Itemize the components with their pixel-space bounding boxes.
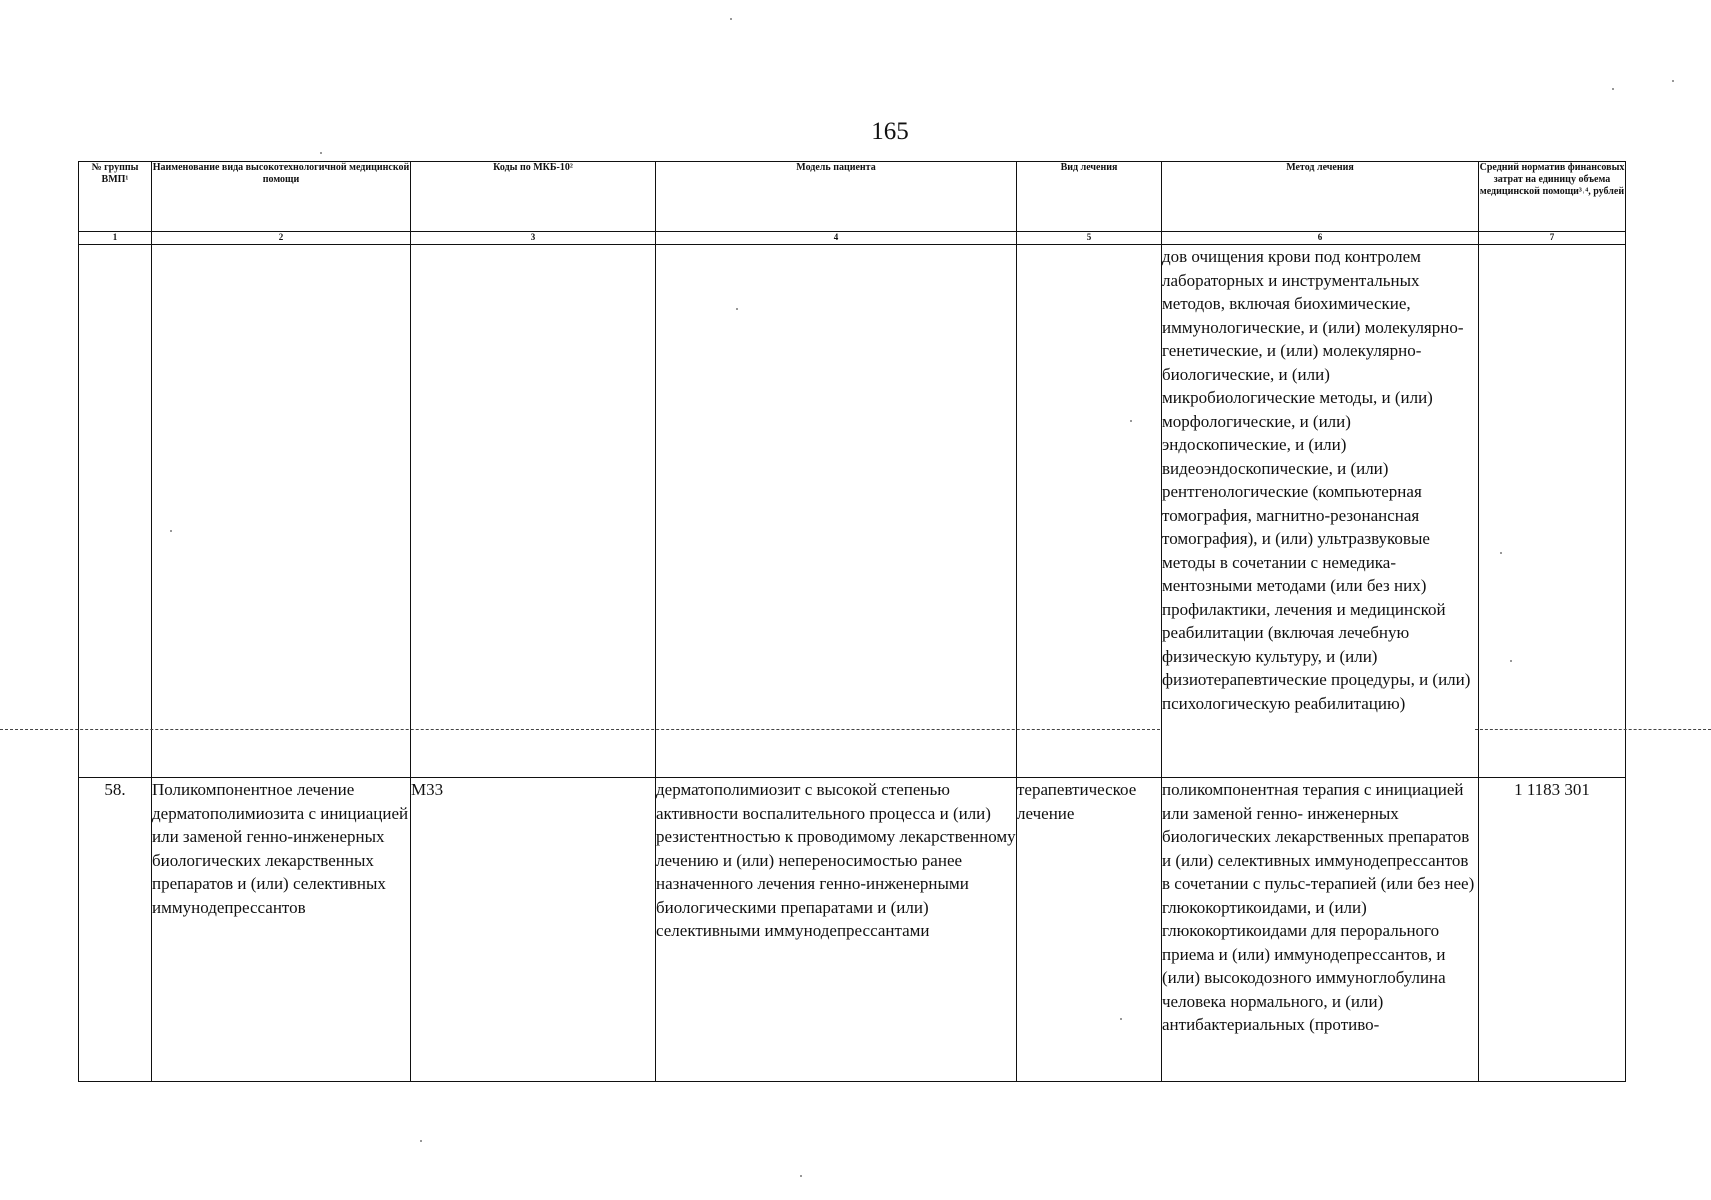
header-group: № группы ВМП¹ (79, 162, 152, 232)
patient-model (656, 245, 1017, 778)
care-type-name: Поликомпонентное лечение дерматополимиозита с инициацией или заменой генно-инженерных биологических лекарственных препаратов и (или) селективных иммунодепрессантов (152, 778, 411, 1082)
treatment-method: дов очищения крови под контролем лабораторных и инструментальных методов, включая биохимические, иммунологические, и (или) молекулярно-генетические, и (или) молекулярно-биологические, и (или) микробиологические методы, и (или) морфологические, и (или) эндоскопические, и (или) видеоэндоскопические, и (или) рентгенологические (компьютерная томография, магнитно-резонансная томография), и (или) ультразвуковые методы в сочетании с немедика-ментозными методами (или без них) профилактики, лечения и медицинской реабилитации (включая лечебную физическую культуру, и (или) физиотерапевтические процедуры, и (или) психологическую реабилитацию) (1162, 245, 1479, 778)
header-name: Наименование вида высокотехнологичной медицинской помощи (152, 162, 411, 232)
scan-speck (1612, 88, 1614, 90)
average-cost (1479, 245, 1626, 778)
group-number (79, 245, 152, 778)
column-number: 7 (1479, 232, 1626, 245)
header-cost: Средний норматив финансовых затрат на единицу объема медицинской помощи³˒⁴, рублей (1479, 162, 1626, 232)
care-type-name (152, 245, 411, 778)
icd-codes: M33 (411, 778, 656, 1082)
treatment-method: поликомпонентная терапия с инициацией или заменой генно- инженерных биологических лекарственных препаратов и (или) селективных иммунодепрессантов в сочетании с пульс-терапией (или без нее) глюкокортикоидами, и (или) глюкокортикоидами для перорального приема и (или) иммунодепрессантов, и (или) высокодозного иммуноглобулина человека нормального, и (или) антибактериальных (противо- (1162, 778, 1479, 1082)
scan-speck (420, 1140, 422, 1142)
scan-speck (1510, 660, 1512, 662)
scan-speck (1500, 552, 1502, 554)
scan-speck (1120, 1018, 1122, 1020)
scan-dashed-line (0, 729, 1160, 730)
column-number: 5 (1017, 232, 1162, 245)
vmp-table (78, 161, 1626, 1082)
patient-model: дерматополимиозит с высокой степенью активности воспалительного процесса и (или) резистентностью к проводимому лекарственному лечению и (или) непереносимостью ранее назначенного лечения генно-инженерными биологическими препаратами и (или) селективными иммунодепрессантами (656, 778, 1017, 1082)
table-row (79, 245, 1626, 778)
column-number-row (79, 232, 1626, 245)
header-row (79, 162, 1626, 232)
scan-speck (800, 1175, 802, 1177)
scan-dashed-line (1475, 729, 1711, 730)
column-number: 3 (411, 232, 656, 245)
treatment-type: терапевтическое лечение (1017, 778, 1162, 1082)
scan-speck (1130, 420, 1132, 422)
scan-speck (736, 308, 738, 310)
average-cost: 1 1183 301 (1479, 778, 1626, 1082)
column-number: 1 (79, 232, 152, 245)
column-number: 6 (1162, 232, 1479, 245)
scan-speck (730, 18, 732, 20)
scan-speck (170, 530, 172, 532)
column-number: 2 (152, 232, 411, 245)
page-number: 165 (871, 118, 909, 145)
header-patient-model: Модель пациента (656, 162, 1017, 232)
header-codes: Коды по МКБ-10² (411, 162, 656, 232)
treatment-type (1017, 245, 1162, 778)
header-method: Метод лечения (1162, 162, 1479, 232)
icd-codes (411, 245, 656, 778)
header-treatment-type: Вид лечения (1017, 162, 1162, 232)
table-row (79, 778, 1626, 1082)
scan-speck (320, 152, 322, 154)
scan-speck (1672, 80, 1674, 82)
group-number: 58. (79, 778, 152, 1082)
column-number: 4 (656, 232, 1017, 245)
